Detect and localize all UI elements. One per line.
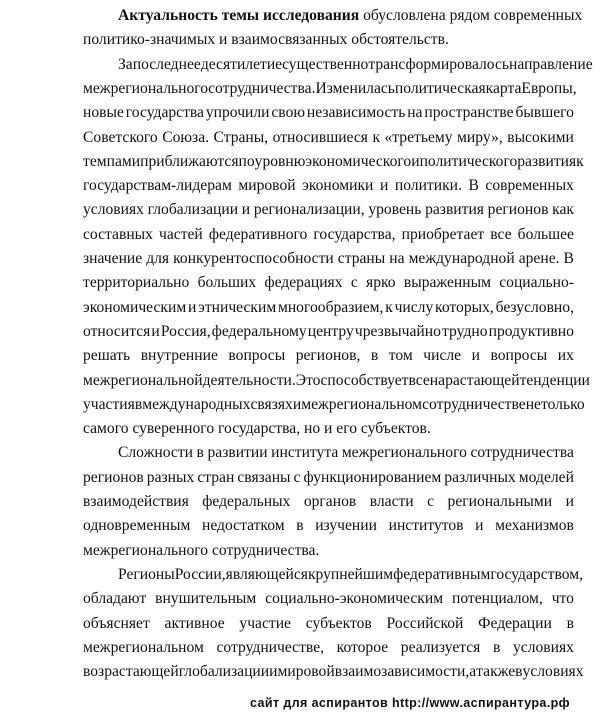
text-line-content	[83, 271, 574, 295]
text-line-content	[83, 223, 574, 247]
word: являющейся	[225, 565, 308, 583]
word: регионов	[487, 201, 549, 219]
word: и	[411, 152, 420, 170]
word: конкурентоспособности	[173, 250, 334, 267]
word: Регионы	[118, 565, 175, 583]
word: и	[151, 322, 160, 340]
word: одновременным	[83, 517, 191, 535]
text-line-content	[83, 393, 585, 417]
word: государства,	[313, 225, 396, 243]
word: межрегионального	[341, 444, 467, 462]
word: центру	[307, 322, 354, 340]
word: трансформировалось	[368, 55, 510, 73]
word: условиях	[83, 201, 144, 219]
text-line-content	[83, 296, 574, 320]
word: международных	[142, 395, 251, 413]
word: государством,	[490, 565, 583, 583]
word: уровень	[368, 201, 422, 219]
word: относится	[83, 322, 151, 340]
word: внушительным	[155, 590, 257, 608]
bold-term: Актуальность темы исследования	[118, 7, 360, 24]
word: взаимозависимости,	[334, 663, 470, 681]
word: развития	[517, 152, 577, 170]
word: только	[540, 395, 585, 413]
word: условиях	[513, 638, 574, 656]
word: политическая	[394, 79, 486, 97]
word: к	[385, 298, 393, 316]
word: сотрудничества	[470, 444, 574, 462]
word: глобализации	[147, 201, 239, 219]
word: пространстве	[424, 104, 514, 122]
word: В	[563, 250, 574, 267]
word: вопросы	[490, 347, 548, 365]
word: функционированием	[303, 468, 442, 486]
word: числе	[423, 347, 462, 365]
word: этническим	[198, 298, 277, 316]
word: последнее	[132, 55, 201, 73]
line-text: самого суверенного государства, но и его субъектов.	[83, 420, 431, 438]
word: способствует	[320, 371, 409, 389]
word: экономическим	[83, 298, 187, 316]
word: и	[471, 347, 480, 365]
word: в	[566, 614, 574, 632]
text-line-content	[83, 466, 574, 490]
text-line-content	[83, 587, 574, 611]
text-line-content	[118, 53, 593, 77]
word: темпами	[83, 152, 141, 170]
word: связаны	[237, 468, 291, 486]
word: Европы,	[521, 79, 577, 97]
word: для	[146, 250, 170, 267]
text-line-content	[83, 490, 574, 514]
text-line-content	[83, 77, 577, 101]
text-line-content	[83, 539, 319, 563]
word: межрегиональной	[83, 371, 203, 389]
word: которое	[336, 638, 389, 656]
word: участия	[83, 395, 135, 413]
word: бывшего	[515, 104, 574, 122]
word: За	[118, 55, 133, 73]
word: новые	[83, 104, 124, 122]
word: существенно	[282, 55, 369, 73]
word: частей	[159, 225, 203, 243]
word: современных	[485, 177, 574, 195]
word: свою	[271, 104, 306, 122]
word: социально-экономическим	[265, 590, 444, 608]
word: относившиеся	[272, 128, 368, 146]
word: институтов	[388, 517, 464, 535]
word: объясняет	[83, 614, 150, 632]
word: тенденции	[519, 371, 590, 389]
word: разных	[146, 468, 195, 486]
word: органов	[303, 493, 357, 510]
word: вопросы	[228, 347, 286, 365]
text-line-content	[118, 441, 574, 465]
word: а	[469, 663, 477, 681]
text-line-content	[83, 247, 574, 271]
word: потенциалом,	[451, 590, 543, 608]
word: в	[515, 663, 523, 681]
word: мировой	[277, 663, 335, 681]
word: на	[407, 104, 423, 122]
word: и	[565, 493, 574, 510]
word: федеральному	[211, 322, 307, 340]
word: федеративным	[393, 565, 491, 583]
word: уровню	[254, 152, 306, 170]
word: сотрудничества.	[208, 79, 316, 97]
word: и	[379, 177, 389, 195]
text-line-content	[83, 320, 574, 344]
word: различных	[444, 468, 516, 486]
word: в	[196, 444, 204, 462]
word: и	[475, 517, 484, 535]
word: регионов,	[295, 347, 361, 365]
word: Сложности	[118, 444, 193, 462]
word: взаимодействия	[83, 493, 189, 510]
word: решать	[83, 347, 131, 365]
word: государствам-лидерам	[83, 177, 232, 195]
word: в	[134, 395, 143, 413]
word: экономики	[302, 177, 374, 195]
word: к	[576, 152, 584, 170]
word: приближаются	[140, 152, 239, 170]
word: чрезвычайно	[354, 322, 441, 340]
word: стран	[197, 468, 235, 486]
word: активное	[164, 614, 225, 632]
word: Федерации	[478, 614, 552, 632]
word: и	[269, 663, 278, 681]
word: в	[492, 638, 501, 656]
word: безусловно,	[495, 298, 574, 316]
word: механизмов	[495, 517, 574, 535]
text-line-content	[83, 198, 574, 222]
word: субъектов	[305, 614, 372, 632]
word: изучении	[315, 517, 377, 535]
text-line-content	[83, 612, 574, 636]
word: обладают	[83, 590, 147, 608]
word: в	[296, 517, 304, 535]
word: миру»,	[457, 128, 503, 146]
word: развитии	[207, 444, 268, 462]
word: социально-	[499, 274, 574, 292]
word: многообразием,	[277, 298, 384, 316]
word: Союза.	[162, 128, 210, 146]
word: власти	[369, 493, 414, 510]
text-line-content	[118, 4, 582, 28]
word: внутренние	[140, 347, 218, 365]
word: упрочили	[205, 104, 270, 122]
text-line-content	[83, 126, 574, 150]
text-line-content	[83, 514, 574, 538]
text-line-content	[83, 174, 574, 198]
word: Советского	[83, 128, 158, 146]
word: реализуется	[400, 638, 481, 656]
word: федеративного	[208, 225, 308, 243]
word: числу	[394, 298, 434, 316]
word: составных	[83, 225, 153, 243]
word: государства	[125, 104, 204, 122]
word: В	[468, 177, 479, 195]
word: экономического	[305, 152, 412, 170]
word: большее	[517, 225, 574, 243]
word: Это	[295, 371, 321, 389]
site-watermark: сайт для аспирантов http://www.аспирантура.рф	[250, 696, 571, 710]
word: федеральных	[202, 493, 291, 510]
word: недостатком	[201, 517, 285, 535]
word: арене.	[518, 250, 560, 267]
word: политического	[419, 152, 518, 170]
word: участие	[239, 614, 291, 632]
word: международной	[408, 250, 515, 267]
word: регионализации,	[253, 201, 365, 219]
word: высокими	[507, 128, 574, 146]
word: Изменилась	[315, 79, 395, 97]
word: выраженным	[403, 274, 491, 292]
word: сотрудничестве	[422, 395, 526, 413]
word: Россия,	[160, 322, 211, 340]
word: сотрудничестве,	[216, 638, 325, 656]
word: продуктивно	[488, 322, 574, 340]
word: Страны,	[213, 128, 269, 146]
word: также	[476, 663, 516, 681]
word: России,	[174, 565, 226, 583]
text-line-content	[118, 563, 583, 587]
word: по	[238, 152, 255, 170]
word: направление	[509, 55, 593, 73]
word: трудно	[442, 322, 488, 340]
word: десятилетие	[200, 55, 283, 73]
word: том	[388, 347, 413, 365]
word: связях	[250, 395, 293, 413]
word: межрегионального	[83, 79, 209, 97]
text-line-content	[83, 369, 590, 393]
line-text: обусловлена рядом современных	[359, 7, 583, 24]
word: федерациях	[264, 274, 343, 292]
word: глобализации	[178, 663, 270, 681]
word: межрегиональном	[83, 638, 204, 656]
word: карта	[485, 79, 522, 97]
text-line-content	[83, 101, 574, 125]
word: «третьему	[384, 128, 453, 146]
word: и	[292, 395, 302, 413]
word: как	[552, 201, 574, 219]
word: независимость	[306, 104, 406, 122]
word: Российской	[386, 614, 464, 632]
word: с	[350, 274, 358, 292]
word: ярко	[366, 274, 396, 292]
word: деятельности.	[202, 371, 296, 389]
word: и	[187, 298, 197, 316]
word: регионов	[83, 468, 144, 486]
line-text: межрегионального сотрудничества.	[83, 541, 320, 559]
word: региональными	[447, 493, 553, 510]
word: крупнейшим	[307, 565, 394, 583]
word: с	[427, 493, 435, 510]
word: которых,	[435, 298, 494, 316]
word: моделей	[518, 468, 574, 486]
word: в	[370, 347, 379, 365]
word: с	[293, 468, 301, 486]
text-line-content	[83, 150, 584, 174]
word: больших	[197, 274, 257, 292]
word: возрастающей	[83, 663, 179, 681]
word: их	[557, 347, 574, 365]
line-text: политико-значимых и взаимосвязанных обстоятельств.	[83, 31, 449, 49]
word: все	[490, 225, 512, 243]
word: политики.	[394, 177, 462, 195]
word: значение	[83, 250, 143, 267]
text-line-content	[83, 636, 574, 660]
word: института	[271, 444, 339, 462]
word: мировой	[238, 177, 296, 195]
word: к	[372, 128, 381, 146]
word: не	[525, 395, 541, 413]
word: все	[408, 371, 430, 389]
text-line-content	[83, 660, 584, 684]
word: что	[551, 590, 574, 608]
word: приобретает	[401, 225, 485, 243]
word: страны	[337, 250, 386, 267]
word: территориально	[83, 274, 190, 292]
text-line-content	[83, 417, 431, 441]
word: развития	[425, 201, 484, 219]
word: на	[389, 250, 405, 267]
text-line-content	[83, 28, 449, 52]
word: условиях	[522, 663, 584, 681]
word: и	[241, 201, 251, 219]
word: межрегиональном	[301, 395, 423, 413]
text-line-content	[83, 344, 574, 368]
word: нарастающей	[429, 371, 520, 389]
